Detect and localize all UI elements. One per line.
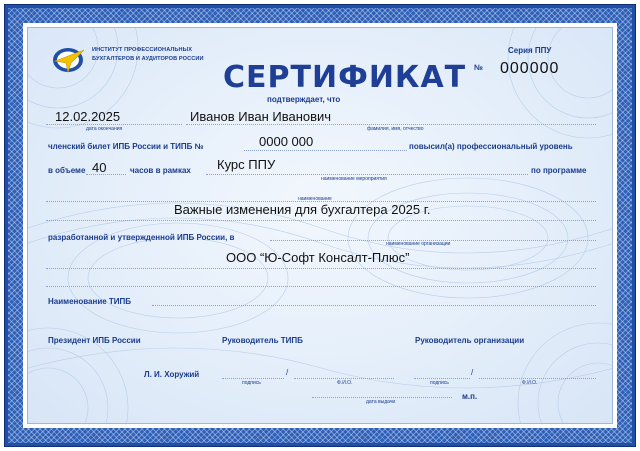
hours-value: 40 (92, 160, 107, 175)
certificate-subtitle: подтверждает, что (267, 95, 341, 104)
number-sign: № (474, 63, 483, 72)
org-sign-line (414, 378, 470, 379)
event-name: Курс ППУ (217, 157, 276, 172)
series-label: Серия ППУ (508, 46, 552, 55)
date-line (46, 124, 182, 125)
tipb-top-line (46, 286, 596, 287)
name-line (186, 124, 596, 125)
organization-caption: наименование организации (386, 241, 451, 247)
tipb-head-label: Руководитель ТИПБ (222, 336, 303, 345)
org-fio-line (479, 378, 596, 379)
tipb-fio-line (294, 378, 394, 379)
ipb-logo-icon (51, 44, 87, 74)
program-name: Важные изменения для бухгалтера 2025 г. (174, 202, 431, 217)
membership-label: членский билет ИПБ России и ТИПБ № (48, 142, 204, 151)
certificate-title: СЕРТИФИКАТ (223, 60, 467, 95)
hours-label: часов в рамках (130, 166, 191, 175)
completion-date: 12.02.2025 (55, 109, 121, 124)
full-name: Иванов Иван Иванович (190, 109, 332, 124)
org-slash: / (471, 368, 474, 377)
event-line (206, 174, 528, 175)
tipb-fio-caption: Ф.И.О. (337, 380, 353, 386)
tipb-sign-caption: подпись (242, 380, 261, 386)
training-organization: ООО “Ю-Софт Консалт-Плюс” (226, 250, 410, 265)
issue-date-line (312, 397, 452, 398)
program-line (46, 220, 596, 221)
organization-name (92, 46, 204, 64)
name-caption: фамилия, имя, отчество (367, 126, 424, 132)
president-name: Л. И. Хоружий (144, 370, 200, 379)
event-caption: наименование мероприятия (321, 176, 387, 182)
qualification-text: повысил(а) профессиональный уровень (409, 142, 573, 151)
certificate-number: 000000 (500, 60, 560, 77)
tipb-name-label: Наименование ТИПБ (48, 297, 132, 306)
org-sign-caption: подпись (430, 380, 449, 386)
org-head-label: Руководитель организации (415, 336, 525, 345)
membership-number: 0000 000 (259, 134, 314, 149)
membership-line (244, 150, 407, 151)
tipb-line (152, 305, 596, 306)
developer-label: разработанной и утвержденной ИПБ России, в (48, 233, 235, 242)
organization-line (46, 268, 596, 269)
tipb-sign-line (222, 378, 284, 379)
hours-line (86, 174, 126, 175)
program-label: по программе (531, 166, 587, 175)
issue-date-caption: дата выдачи (366, 399, 396, 405)
stamp-label: м.п. (462, 392, 478, 401)
organization-line-1: ИНСТИТУТ ПРОФЕССИОНАЛЬНЫХ (92, 47, 193, 53)
tipb-slash: / (286, 368, 289, 377)
volume-label: в объеме (48, 166, 86, 175)
date-caption: дата окончания (86, 126, 123, 132)
organization-line-2: БУХГАЛТЕРОВ И АУДИТОРОВ РОССИИ (92, 56, 204, 62)
president-label: Президент ИПБ России (48, 336, 141, 345)
program-caption: наименование (298, 196, 332, 202)
org-fio-caption: Ф.И.О. (522, 380, 538, 386)
